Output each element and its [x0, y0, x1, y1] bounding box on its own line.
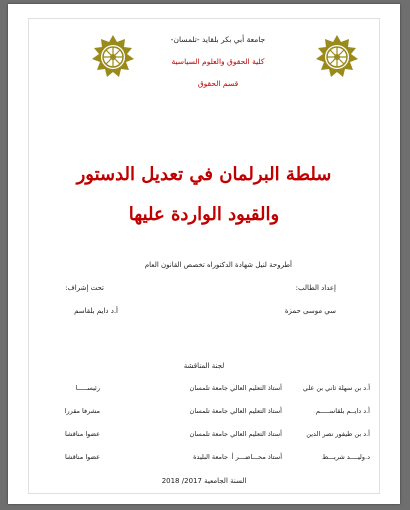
member-institution: جامعة تلمسان: [189, 430, 228, 438]
member-rank: أستاذ التعليم العالي: [230, 430, 282, 438]
institution-header: [128, 34, 308, 100]
thesis-title-line-1: سلطة البرلمان في تعديل الدستور: [76, 164, 332, 185]
faculty-name: كلية الحقوق والعلوم السياسية: [171, 57, 265, 66]
member-institution: جامعة البليدة: [193, 453, 228, 461]
committee-row: [8, 407, 400, 419]
university-name: جامعة أبي بكر بلقايد -تلمسان-: [170, 35, 266, 44]
member-name: أ.د بن طيفور نصر الدين: [306, 430, 370, 438]
document-page: [8, 4, 400, 504]
member-name: د.وليــــد شريـــط: [322, 453, 370, 461]
member-role: عضوا مناقشا: [64, 430, 100, 438]
member-rank: أستاذ التعليم العالي: [230, 407, 282, 415]
department-name: قسم الحقوق: [197, 79, 239, 88]
member-name: أ.د دايــم بلقاســـــم: [315, 407, 370, 415]
member-role: عضوا مناقشا: [64, 453, 100, 461]
committee-title: لجنة المناقشة: [183, 362, 225, 370]
supervisor-label: تحت إشراف:: [65, 284, 104, 292]
committee-row: [8, 384, 400, 396]
member-role: مشرفا مقررا: [64, 407, 100, 415]
thesis-description: أطروحة لنيل شهادة الدكتوراه تخصص القانون العام: [144, 261, 292, 269]
supervisor-name: أ.د دايم بلقاسم: [74, 307, 118, 315]
academic-year: السنة الجامعية 2017/ 2018: [161, 477, 247, 485]
member-name: أ.د بن سهلة ثاني بن علي: [302, 384, 370, 392]
thesis-title-line-2: والقيود الواردة عليها: [128, 204, 280, 225]
member-institution: جامعة تلمسان: [189, 407, 228, 415]
member-institution: جامعة تلمسان: [189, 384, 228, 392]
member-rank: أستاذ محـــاضـــر أ: [231, 453, 282, 461]
student-label: إعداد الطالب:: [295, 284, 336, 292]
student-name: سي موسى حمزة: [284, 307, 336, 315]
member-role: رئيســـــا: [75, 384, 100, 392]
university-emblem-icon: [314, 34, 360, 80]
committee-row: [8, 453, 400, 465]
committee-row: [8, 430, 400, 442]
member-rank: أستاذ التعليم العالي: [230, 384, 282, 392]
